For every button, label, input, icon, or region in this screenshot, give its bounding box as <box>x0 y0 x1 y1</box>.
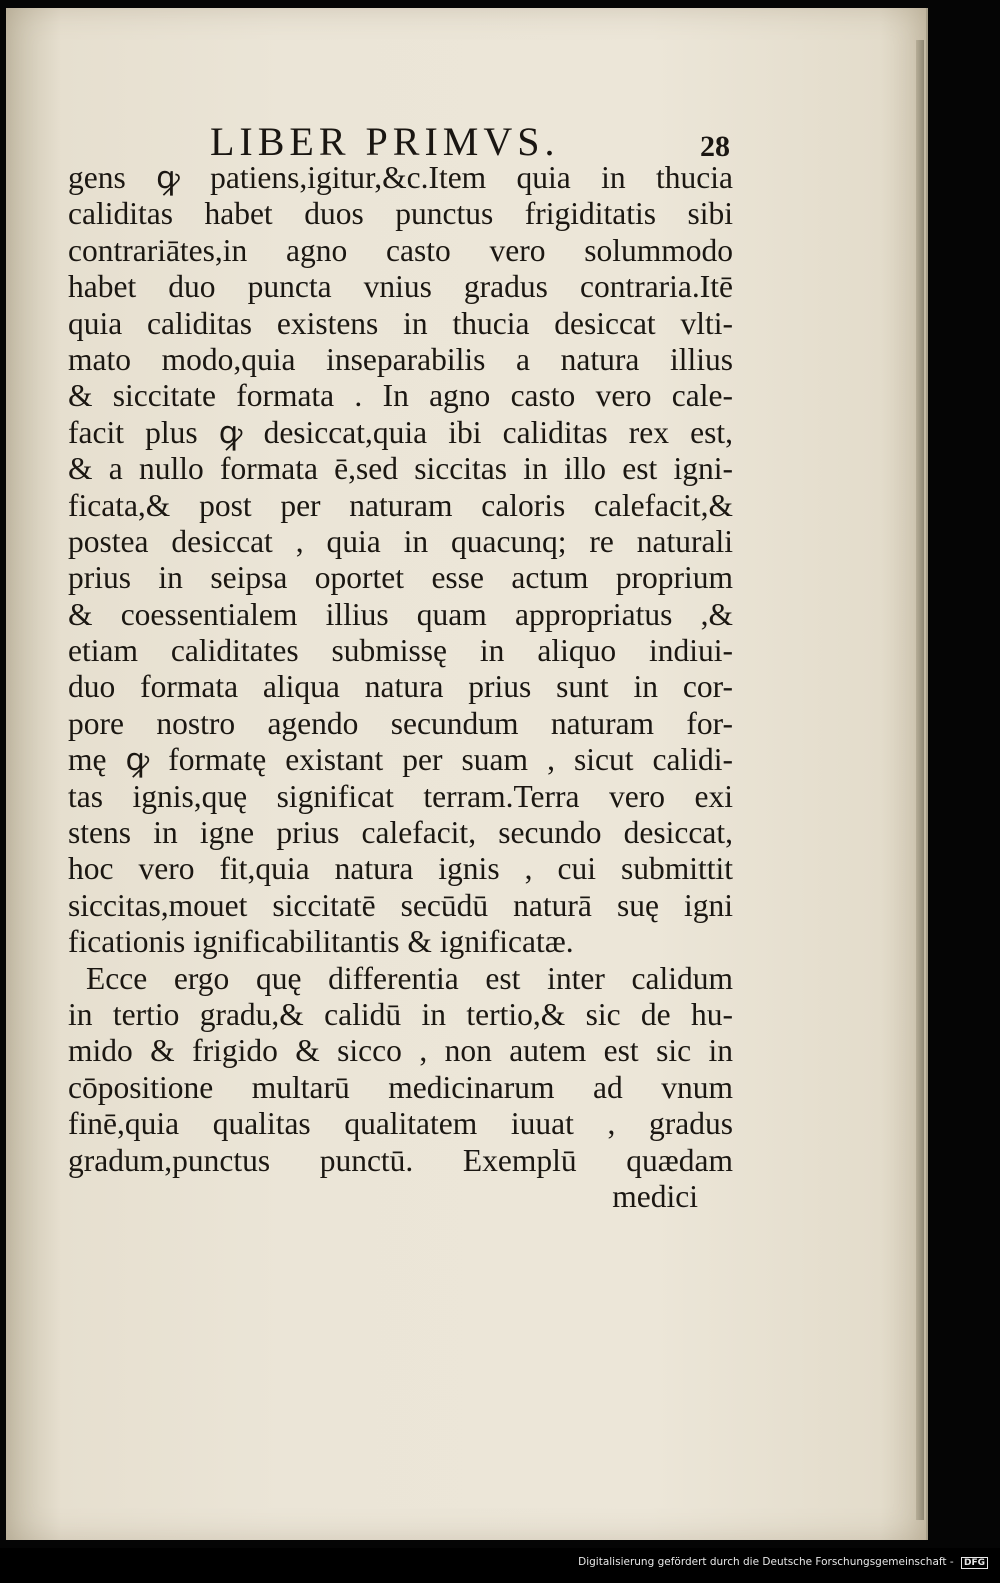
text-line: in tertio gradu,& calidū in tertio,& sic de hu- <box>68 996 733 1032</box>
page-edge <box>916 40 924 1520</box>
text-line: gradum,punctus punctū. Exemplū quædam <box>68 1142 733 1178</box>
text-line: facit plus ꝙ desiccat,quia ibi caliditas rex est, <box>68 414 733 450</box>
text-line: quia caliditas existens in thucia desiccat vlti- <box>68 305 733 341</box>
text-line: mę ꝙ formatę existant per suam , sicut calidi- <box>68 742 733 778</box>
funding-credit-text: Digitalisierung gefördert durch die Deutsche Forschungsgemeinschaft - <box>578 1556 954 1568</box>
text-line: duo formata aliqua natura prius sunt in cor- <box>68 669 733 705</box>
catchword: medici <box>612 1178 698 1214</box>
text-line: mido & frigido & sicco , non autem est sic in <box>68 1033 733 1069</box>
text-line: habet duo puncta vnius gradus contraria.Itē <box>68 269 733 305</box>
text-line: prius in seipsa oportet esse actum proprium <box>68 560 733 596</box>
folio-number: 28 <box>700 130 730 163</box>
text-line: mato modo,quia inseparabilis a natura illius <box>68 341 733 377</box>
dfg-logo: DFG <box>961 1557 988 1569</box>
text-line: stens in igne prius calefacit, secundo desiccat, <box>68 815 733 851</box>
text-line: postea desiccat , quia in quacunq; re naturali <box>68 523 733 559</box>
text-line: gens ꝙ patiens,igitur,&c.Item quia in thucia <box>68 160 733 195</box>
text-line: cōpositione multarū medicinarum ad vnum <box>68 1069 733 1105</box>
text-line: ficationis ignificabilitantis & ignificatæ. <box>68 924 574 960</box>
text-line: siccitas,mouet siccitatē secūdū naturā suę igni <box>68 887 733 923</box>
text-line: ficata,& post per naturam caloris calefacit,& <box>68 487 733 523</box>
text-block <box>68 160 733 1215</box>
text-line: etiam caliditates submissę in aliquo indiui- <box>68 633 733 669</box>
text-line: finē,quia qualitas qualitatem iuuat , gradus <box>68 1106 733 1142</box>
text-line: & a nullo formata ē,sed siccitas in illo est igni- <box>68 451 733 487</box>
running-title: LIBER PRIMVS. <box>210 119 560 164</box>
funding-credit <box>578 1556 988 1569</box>
text-line: caliditas habet duos punctus frigiditatis sibi <box>68 196 733 232</box>
text-line: pore nostro agendo secundum naturam for- <box>68 705 733 741</box>
text-line: & coessentialem illius quam appropriatus ,& <box>68 596 733 632</box>
paragraph-start-line: Ecce ergo quę differentia est inter calidum <box>86 960 733 996</box>
text-line: hoc vero fit,quia natura ignis , cui submittit <box>68 851 733 887</box>
text-line: & siccitate formata . In agno casto vero cale- <box>68 378 733 414</box>
text-line: tas ignis,quę significat terram.Terra vero exi <box>68 778 733 814</box>
text-line: contrariātes,in agno casto vero solummodo <box>68 232 733 268</box>
